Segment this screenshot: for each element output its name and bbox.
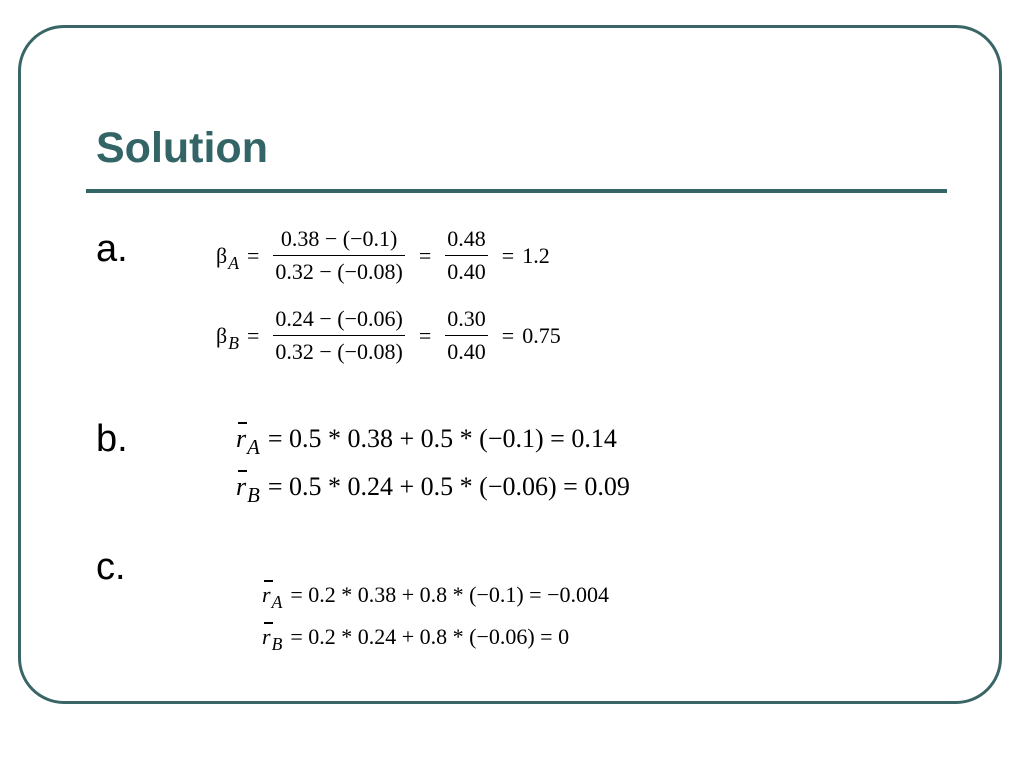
r-bar-symbol: r: [236, 472, 247, 501]
equals-sign: =: [246, 242, 260, 268]
beta-symbol: β: [216, 242, 228, 268]
equation-beta-a: [216, 226, 550, 285]
equation-c-r-a: [262, 582, 610, 613]
part-c-label: c.: [96, 546, 126, 588]
fraction-denominator: 0.32 − (−0.08): [273, 255, 404, 285]
r-a-rhs: = 0.5 * 0.38 + 0.5 * (−0.1) = 0.14: [267, 424, 617, 453]
r-bar-symbol: r: [262, 582, 271, 607]
beta-b-fraction-2: [445, 306, 488, 365]
equals-sign: =: [501, 322, 515, 348]
beta-symbol: β: [216, 322, 228, 348]
equation-b-r-a: [236, 424, 617, 460]
beta-a-fraction-2: [445, 226, 488, 285]
fraction-numerator: 0.30: [447, 306, 486, 331]
part-b-label: b.: [96, 418, 128, 460]
r-b-subscript: B: [271, 634, 283, 655]
beta-a-fraction-1: [273, 226, 404, 285]
r-b-subscript: B: [247, 484, 260, 508]
equals-sign: =: [418, 322, 432, 348]
fraction-denominator: 0.32 − (−0.08): [273, 335, 404, 365]
equation-c-r-b: [262, 624, 570, 655]
equals-sign: =: [418, 242, 432, 268]
beta-a-result: 1.2: [522, 242, 550, 268]
beta-a-subscript: A: [228, 252, 239, 273]
slide-title: Solution: [96, 124, 268, 172]
r-a-rhs: = 0.2 * 0.38 + 0.8 * (−0.1) = −0.004: [290, 582, 610, 607]
fraction-denominator: 0.40: [445, 335, 488, 365]
beta-b-result: 0.75: [522, 322, 561, 348]
part-a-label: a.: [96, 228, 128, 270]
equation-b-r-b: [236, 472, 630, 508]
r-a-subscript: A: [247, 436, 260, 460]
beta-b-fraction-1: [273, 306, 404, 365]
fraction-numerator: 0.48: [447, 226, 486, 251]
r-b-rhs: = 0.5 * 0.24 + 0.5 * (−0.06) = 0.09: [267, 472, 630, 501]
r-b-rhs: = 0.2 * 0.24 + 0.8 * (−0.06) = 0: [290, 624, 570, 649]
fraction-numerator: 0.38 − (−0.1): [280, 226, 398, 251]
fraction-numerator: 0.24 − (−0.06): [275, 306, 403, 331]
title-underline: [86, 189, 947, 193]
equals-sign: =: [246, 322, 260, 348]
r-bar-symbol: r: [262, 624, 271, 649]
equals-sign: =: [501, 242, 515, 268]
r-bar-symbol: r: [236, 424, 247, 453]
beta-a-lhs: [216, 242, 239, 273]
r-a-subscript: A: [271, 592, 283, 613]
beta-b-lhs: [216, 322, 239, 353]
beta-b-subscript: B: [228, 332, 239, 353]
equation-beta-b: [216, 306, 561, 365]
fraction-denominator: 0.40: [445, 255, 488, 285]
